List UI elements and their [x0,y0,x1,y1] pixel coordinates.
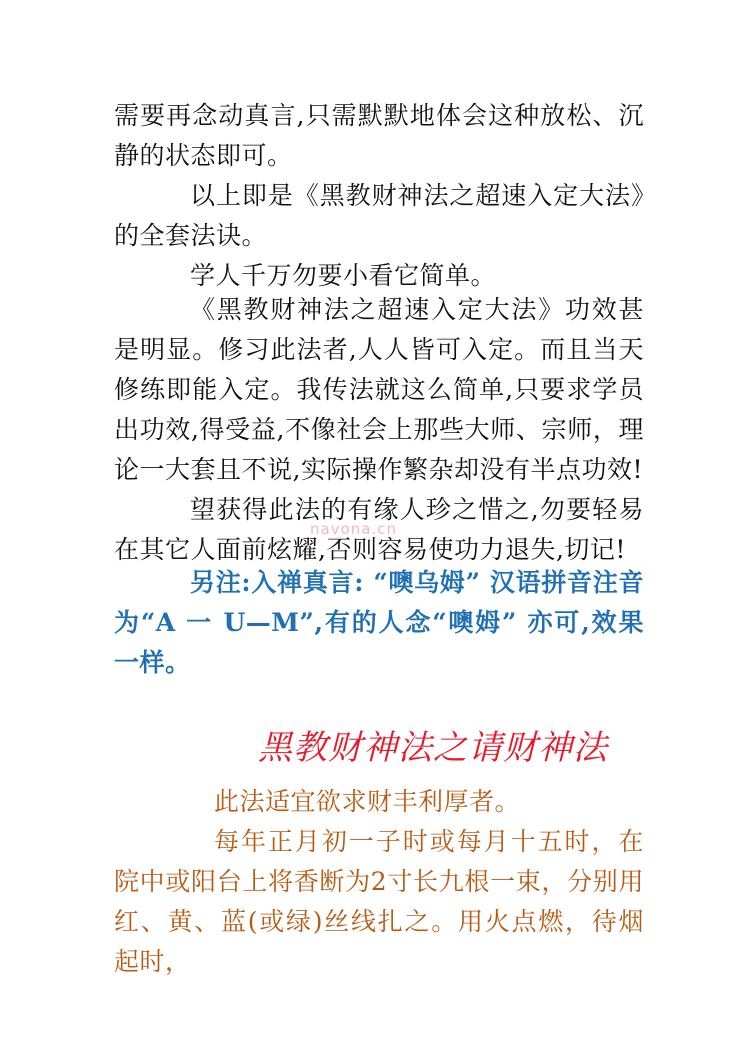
section-title: 黑教财神法之请财神法 [258,728,608,768]
section-paragraph-1: 此法适宜欲求财丰利厚者。 [214,787,521,816]
watermark-text: navona.cn [310,520,397,538]
paragraph-1: 需要再念动真言,只需默默地体会这种放松、沉静的状态即可。 [114,101,644,170]
note-paragraph: 另注:入禅真言: “噢乌姆” 汉语拼音注音为“A 一 U—M”,有的人念“噢姆” 亦可,效果一样。 [114,568,644,677]
paragraph-2: 以上即是《黑教财神法之超速入定大法》的全套法诀。 [114,181,644,250]
paragraph-5: 望获得此法的有缘人珍之惜之,勿要轻易在其它人面前炫耀,否则容易使功力退失,切记! [114,495,644,564]
section-paragraph-2: 每年正月初一子时或每月十五时，在院中或阳台上将香断为2寸长九根一束，分别用红、黄、蓝(或绿)丝线扎之。用火点燃，待烟起时， [114,827,644,976]
paragraph-3: 学人千万勿要小看它简单。 [190,261,497,290]
paragraph-4: 《黑教财神法之超速入定大法》功效甚是明显。修习此法者,人人皆可入定。而且当天修练即能入定。我传法就这么简单,只要求学员出功效,得受益,不像社会上那些大师、宗师，理论一大套且不说,实际操作繁杂却没有半点功效! [114,295,644,484]
